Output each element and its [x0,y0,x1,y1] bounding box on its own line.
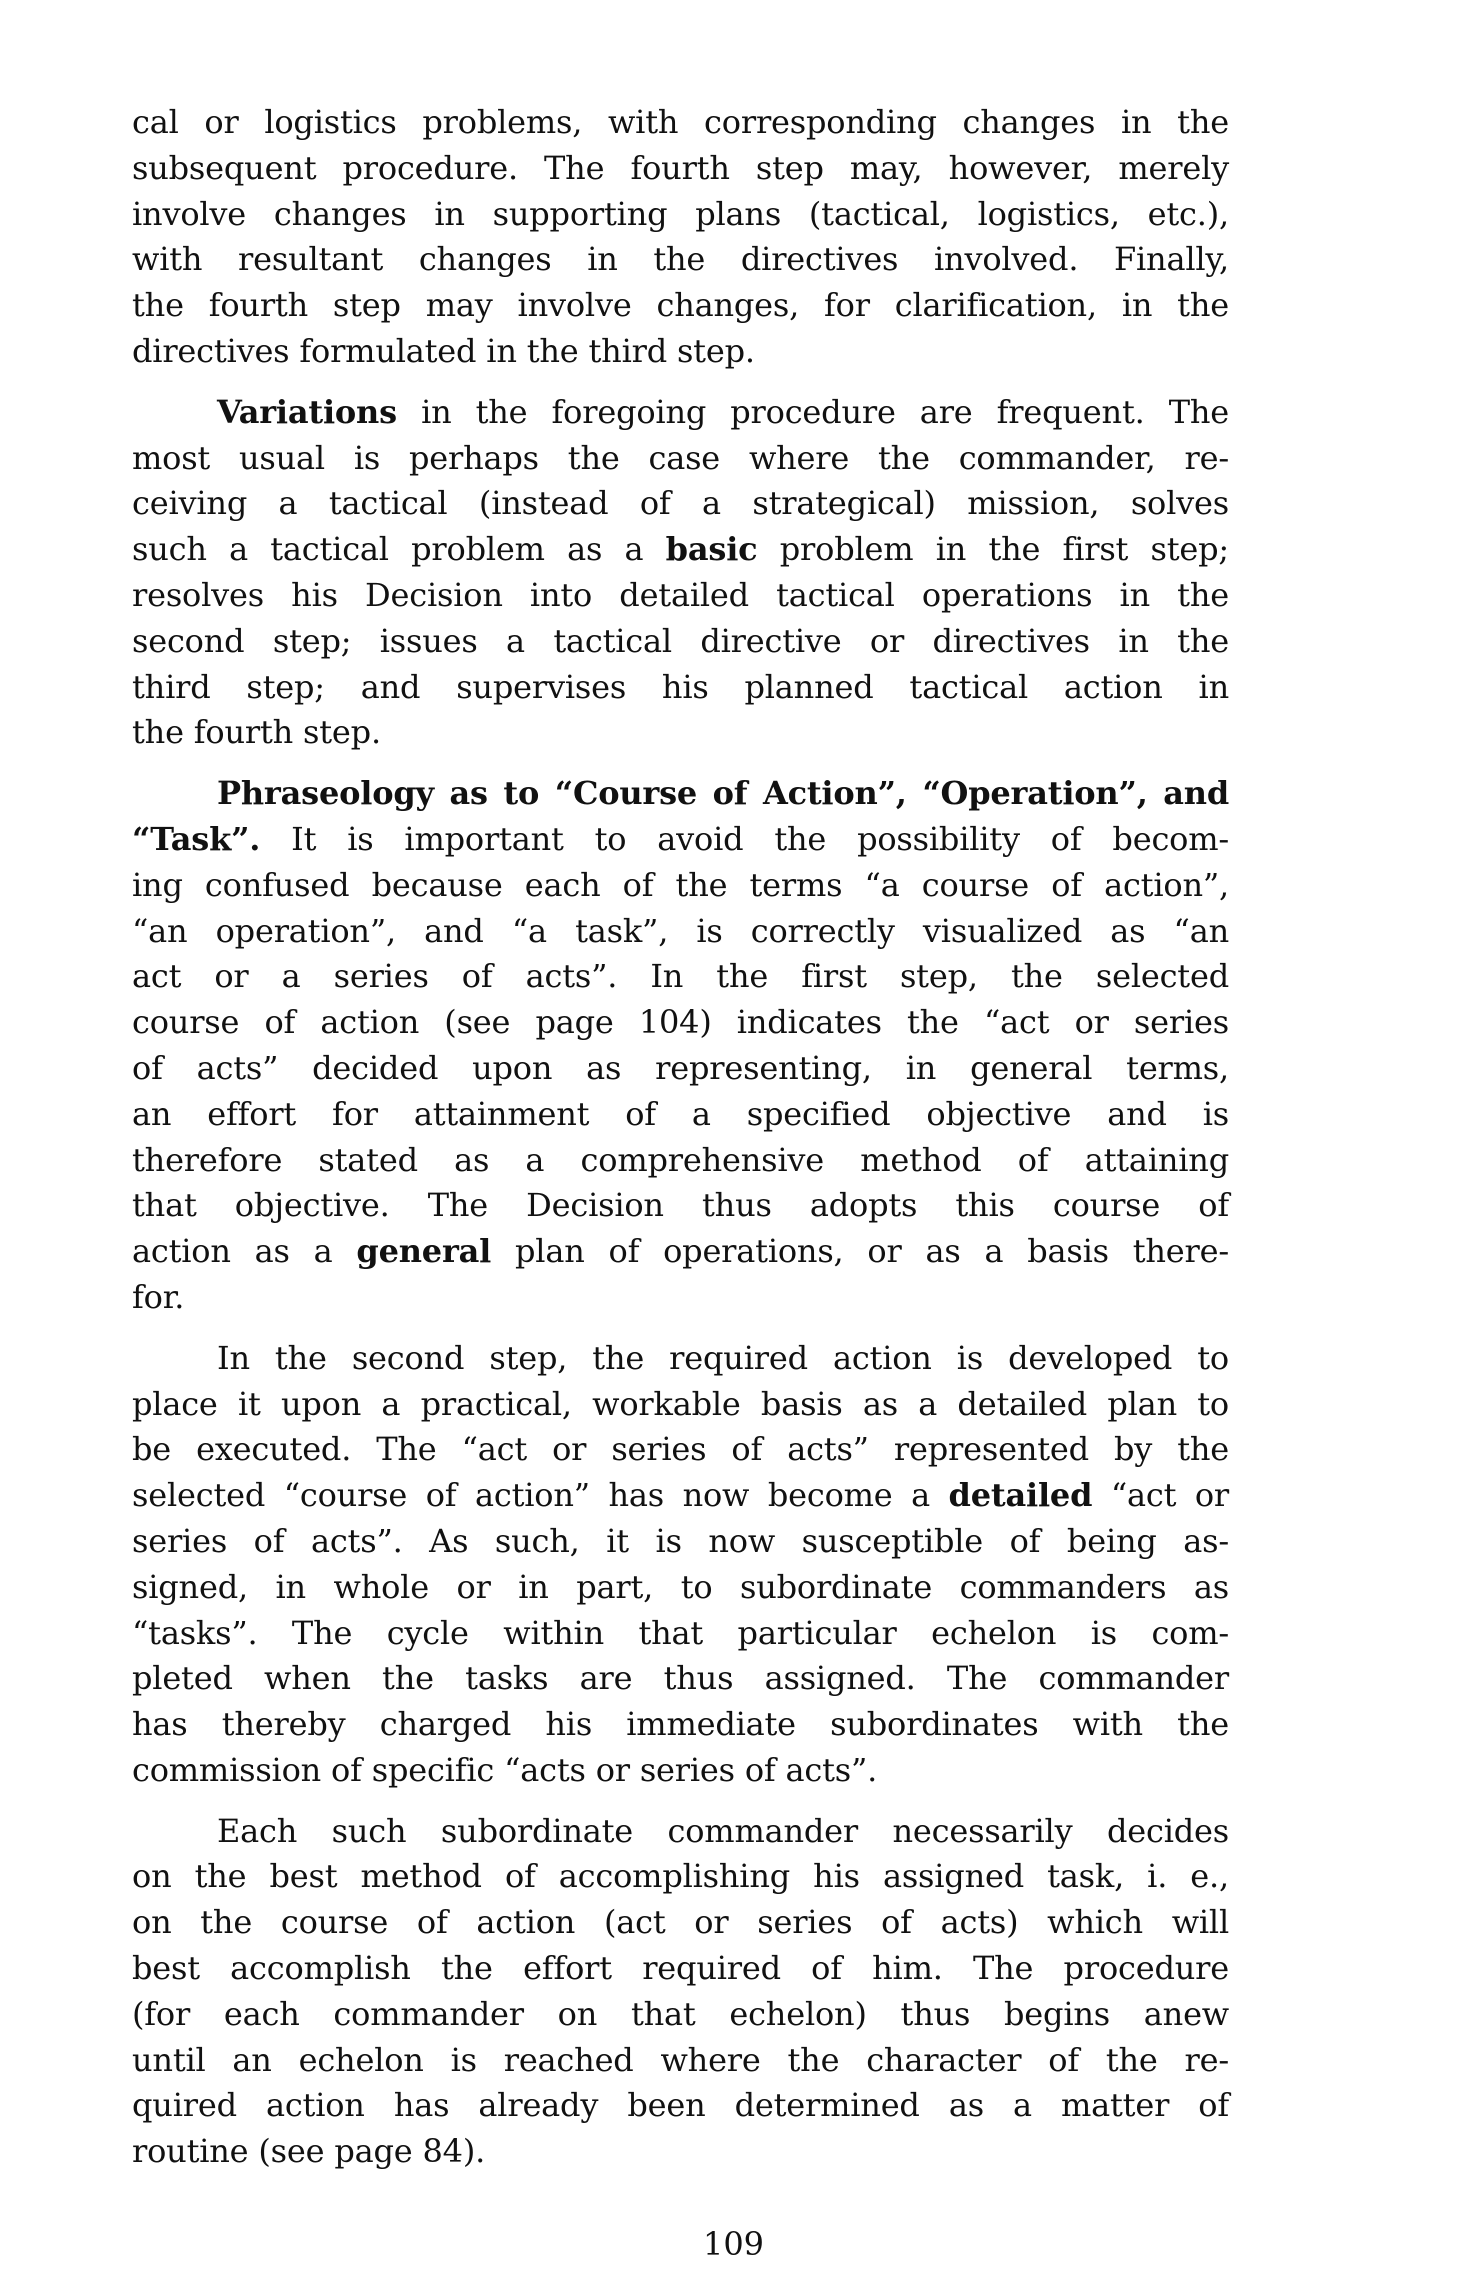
bold-text: Variations [217,392,397,431]
text-line [132,665,1229,711]
bold-text: basic [665,530,758,569]
text-run: “act or [1092,1476,1229,1515]
text-line [132,1382,1229,1428]
text-run: subsequent procedure. The fourth step may, however, merely [132,148,1229,187]
text-run: plan of operations, or as a basis there- [491,1232,1229,1271]
text-run: series of acts”. As such, it is now susceptible of being as- [132,1521,1229,1560]
text-run: involve changes in supporting plans (tactical, logistics, etc.), [132,194,1229,233]
text-run: be executed. The “act or series of acts” represented by the [132,1430,1229,1469]
text-line [132,2038,1229,2084]
text-line [132,436,1229,482]
text-run: quired action has already been determined as a matter of [132,2086,1229,2125]
text-run: selected “course of action” has now become a [132,1476,949,1515]
text-line [132,1092,1229,1138]
text-line [132,817,1229,863]
paragraph [132,100,1229,375]
text-run: that objective. The Decision thus adopts this course of [132,1186,1229,1225]
text-line [132,1000,1229,1046]
text-line [132,1611,1229,1657]
text-line [132,1138,1229,1184]
text-line [132,1748,1229,1794]
text-run: most usual is perhaps the case where the commander, re- [132,438,1229,477]
text-line [132,329,1229,375]
text-run: pleted when the tasks are thus assigned. The commander [132,1659,1229,1698]
text-line [132,1702,1229,1748]
text-run: cal or logistics problems, with corresponding changes in the [132,103,1229,141]
text-run: has thereby charged his immediate subordinates with the [132,1705,1229,1744]
text-line [132,1854,1229,1900]
text-line [132,1336,1229,1382]
text-run: best accomplish the effort required of him. The procedure [132,1949,1229,1988]
text-run: “an operation”, and “a task”, is correctly visualized as “an [132,911,1229,950]
text-run: third step; and supervises his planned tactical action in [132,667,1229,706]
text-run: act or a series of acts”. In the first step, the selected [132,957,1229,996]
text-line [132,481,1229,527]
text-run: Each such subordinate commander necessarily decides [217,1811,1229,1850]
text-run: such a tactical problem as a [132,530,666,569]
text-run: (for each commander on that echelon) thus begins anew [132,1994,1229,2033]
bold-text: detailed [948,1476,1093,1515]
text-line [132,1427,1229,1473]
text-line [132,192,1229,238]
text-line [132,390,1229,436]
text-run: resolves his Decision into detailed tactical operations in the [132,575,1229,614]
text-run: an effort for attainment of a specified objective and is [132,1094,1229,1133]
text-run: ing confused because each of the terms “a course of action”, [132,865,1229,904]
text-run: therefore stated as a comprehensive method of attaining [132,1140,1229,1179]
text-run: on the course of action (act or series of acts) which will [132,1903,1229,1942]
text-line [132,283,1229,329]
text-run: with resultant changes in the directives involved. Finally, [132,240,1229,279]
text-line [132,1519,1229,1565]
text-line [132,100,1229,146]
text-run: problem in the first step; [757,530,1229,569]
text-run: second step; issues a tactical directive or directives in the [132,621,1229,660]
text-run: on the best method of accomplishing his assigned task, i. e., [132,1857,1229,1896]
text-line [132,237,1229,283]
text-run: “tasks”. The cycle within that particular echelon is com- [132,1613,1229,1652]
text-line [132,1565,1229,1611]
text-line [132,1473,1229,1519]
paragraph [132,390,1229,756]
text-line [132,863,1229,909]
text-line [132,710,1229,756]
text-line [132,1809,1229,1855]
text-line [132,1946,1229,1992]
body-text [132,100,1229,2190]
text-line [132,909,1229,955]
bold-text: general [356,1232,492,1271]
text-line [132,619,1229,665]
text-line [132,1275,1229,1321]
text-run: commission of specific “acts or series of acts”. [132,1750,878,1789]
text-line [132,1900,1229,1946]
text-line [132,1229,1229,1275]
bold-text: “Task”. [132,819,261,858]
text-line [132,1046,1229,1092]
text-run: the fourth step. [132,713,381,752]
text-run: action as a [132,1232,357,1271]
text-run: for. [132,1277,185,1316]
text-line [132,2129,1229,2175]
text-run: the fourth step may involve changes, for clarification, in the [132,286,1229,325]
text-line [132,954,1229,1000]
text-run: course of action (see page 104) indicates the “act or series [132,1003,1229,1042]
bold-text: Phraseology as to “Course of Action”, “Operation”, and [217,774,1229,813]
text-run: In the second step, the required action is developed to [217,1338,1229,1377]
text-run: signed, in whole or in part, to subordinate commanders as [132,1567,1229,1606]
text-line [132,2083,1229,2129]
paragraph [132,1336,1229,1794]
text-line [132,1656,1229,1702]
text-run: directives formulated in the third step. [132,331,755,370]
text-run: It is important to avoid the possibility of becom- [260,819,1229,858]
text-line [132,1992,1229,2038]
text-line [132,527,1229,573]
text-run: of acts” decided upon as representing, in general terms, [132,1048,1229,1087]
page-number: 109 [702,2225,765,2263]
paragraph [132,1809,1229,2175]
text-line [132,573,1229,619]
text-run: place it upon a practical, workable basis as a detailed plan to [132,1384,1229,1423]
text-run: until an echelon is reached where the character of the re- [132,2040,1229,2079]
text-run: in the foregoing procedure are frequent. The [396,392,1229,431]
text-line [132,771,1229,817]
text-line [132,146,1229,192]
text-line [132,1183,1229,1229]
text-run: routine (see page 84). [132,2132,486,2171]
text-run: ceiving a tactical (instead of a strategical) mission, solves [132,484,1229,523]
paragraph [132,771,1229,1321]
